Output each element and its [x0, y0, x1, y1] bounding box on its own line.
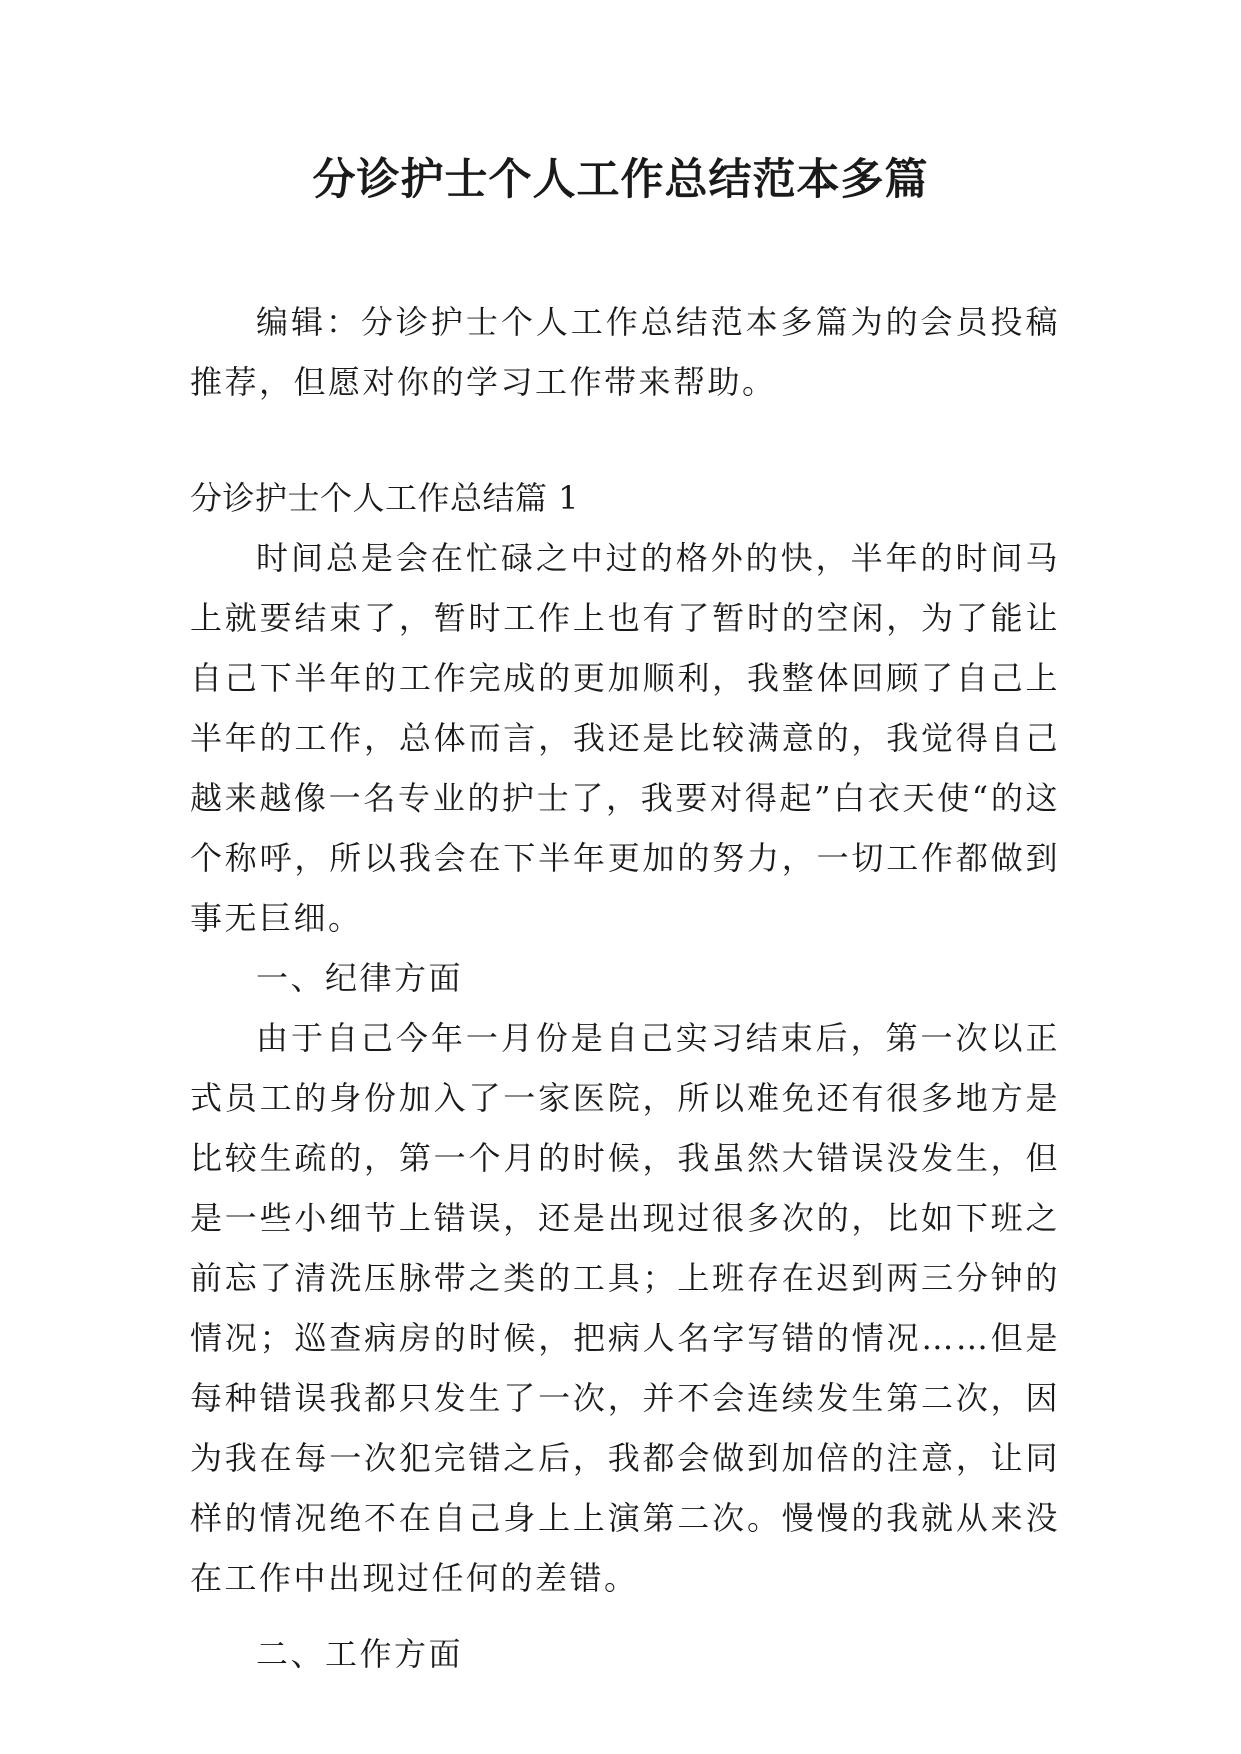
- document-title: 分诊护士个人工作总结范本多篇: [312, 155, 929, 205]
- document-body: [190, 292, 1060, 1684]
- editor-note: 编辑：分诊护士个人工作总结范本多篇为的会员投稿推荐，但愿对你的学习工作带来帮助。: [190, 303, 1060, 401]
- section-heading-work: 二、工作方面: [256, 1635, 464, 1673]
- paragraph-discipline: 由于自己今年一月份是自己实习结束后，第一次以正式员工的身份加入了一家医院，所以难免还有很多地方是比较生疏的，第一个月的时候，我虽然大错误没发生，但是一些小细节上错误，还是出现过很多次的，比如下班之前忘了清洗压脉带之类的工具；上班存在迟到两三分钟的情况；巡查病房的时候，把病人名字写错的情况……但是每种错误我都只发生了一次，并不会连续发生第二次，因为我在每一次犯完错之后，我都会做到加倍的注意，让同样的情况绝不在自己身上上演第二次。慢慢的我就从来没在工作中出现过任何的差错。: [190, 1019, 1060, 1597]
- paragraph-intro: 时间总是会在忙碌之中过的格外的快，半年的时间马上就要结束了，暂时工作上也有了暂时的空闲，为了能让自己下半年的工作完成的更加顺利，我整体回顾了自己上半年的工作，总体而言，我还是比较满意的，我觉得自己越来越像一名专业的护士了，我要对得起”白衣天使“的这个称呼，所以我会在下半年更加的努力，一切工作都做到事无巨细。: [190, 539, 1060, 937]
- part-label: 分诊护士个人工作总结篇 1: [190, 479, 580, 517]
- section-heading-discipline: 一、纪律方面: [256, 959, 464, 997]
